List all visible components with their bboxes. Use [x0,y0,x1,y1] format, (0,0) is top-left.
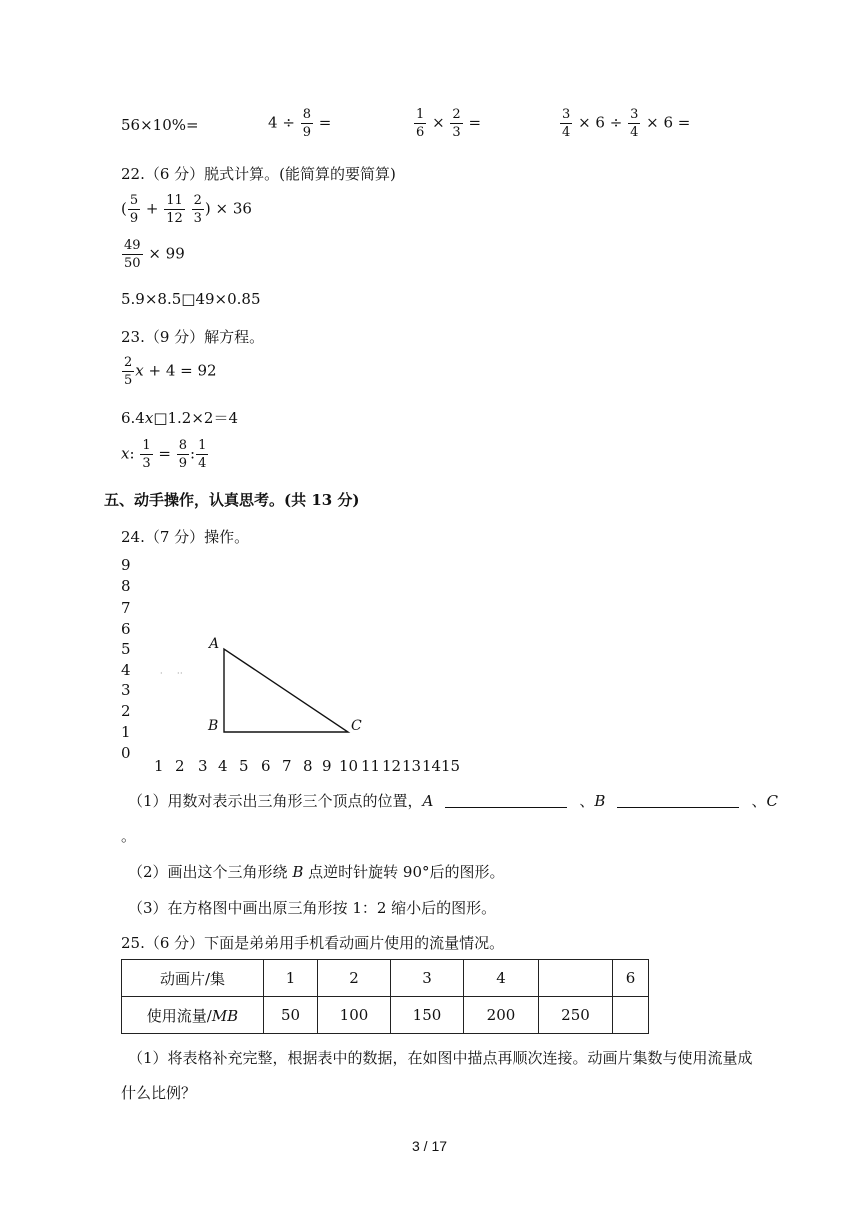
q23-title: 23.（9 分）解方程。 [121,328,265,346]
q25-part-1-line-1: （1）将表格补充完整，根据表中的数据，在如图中描点再顺次连接。动画片集数与使用流量成 [128,1049,753,1067]
x-tick: 9 [322,757,332,775]
q22-expr-2: $\frac{49}{50}$ × 99 [124,238,185,271]
q22-expr-3: 5.9×8.5□49×0.85 [121,290,261,308]
y-tick: 7 [121,599,131,617]
q23-expr-1: $\frac{2}{5}$ x + 4 = 92 [124,355,217,388]
q22-title: 22.（6 分）脱式计算。(能简算的要简算) [121,165,396,183]
q24-part-1-end: 。 [121,827,137,845]
triangle-figure [150,640,380,740]
section-5-title: 五、动手操作，认真思考。(共 13 分) [104,491,360,509]
y-tick: 4 [121,661,131,679]
x-tick: 12 [382,757,402,775]
table-cell: 6 [613,960,649,997]
vertex-label-b: B [208,718,219,734]
q21-expr-3: $\frac{1}{6}$ × $\frac{2}{3}$ = [416,107,482,140]
x-tick: 1 [154,757,164,775]
triangle-abc [224,649,348,732]
answer-blank-b[interactable] [617,807,739,808]
table-cell: 4 [464,960,539,997]
x-tick: 10 [339,757,359,775]
table-cell: 250 [539,997,613,1034]
table-cell-blank[interactable] [613,997,649,1034]
q24-part-2: （2）画出这个三角形绕 B 点逆时针旋转 90°后的图形。 [128,863,505,881]
table-cell: 2 [318,960,391,997]
table-cell-blank[interactable] [539,960,613,997]
page-number: 3 / 17 [412,1138,448,1154]
table-row [122,960,649,997]
table-cell: 3 [391,960,464,997]
y-tick: 0 [121,744,131,762]
vertex-label-c: C [351,718,362,734]
q21-expr-1: 56×10%= [121,116,199,134]
svg-text:·: · [177,669,180,678]
answer-blank-a[interactable] [445,807,567,808]
y-tick: 2 [121,702,131,720]
x-tick: 6 [261,757,271,775]
vertex-label-a: A [209,636,220,652]
q24-title: 24.（7 分）操作。 [121,528,250,546]
x-tick: 2 [175,757,185,775]
y-tick: 5 [121,640,131,658]
x-tick: 4 [218,757,228,775]
table-cell: 1 [264,960,318,997]
x-tick: 15 [441,757,461,775]
q24-part-3: （3）在方格图中画出原三角形按 1：2 缩小后的图形。 [128,899,497,917]
q21-expr-4: $\frac{3}{4}$ × 6 ÷ $\frac{3}{4}$ × 6 = [562,107,691,140]
q24-part-1: （1）用数对表示出三角形三个顶点的位置，A 、B 、C [128,792,778,810]
q23-expr-2: 6.4x□1.2×2＝4 [121,409,239,427]
y-tick: 3 [121,681,131,699]
svg-text:·: · [180,669,183,678]
q25-title: 25.（6 分）下面是弟弟用手机看动画片使用的流量情况。 [121,934,505,952]
table-cell: 100 [318,997,391,1034]
table-cell: 200 [464,997,539,1034]
x-tick: 14 [422,757,442,775]
x-tick: 13 [402,757,422,775]
x-tick: 5 [239,757,249,775]
table-cell: 150 [391,997,464,1034]
table-cell: 动画片/集 [122,960,264,997]
y-tick: 6 [121,620,131,638]
x-tick: 7 [282,757,292,775]
y-tick: 1 [121,723,131,741]
x-tick: 8 [303,757,313,775]
q25-part-1-line-2: 什么比例？ [121,1084,197,1102]
table-cell: 50 [264,997,318,1034]
x-tick: 3 [198,757,208,775]
traffic-table [121,959,649,1034]
dot-marks: · [160,669,163,678]
y-tick: 8 [121,577,131,595]
table-cell: 使用流量/MB [122,997,264,1034]
y-tick: 9 [121,556,131,574]
q21-expr-2: 4 ÷ $\frac{8}{9}$ = [268,107,332,140]
table-row [122,997,649,1034]
q22-expr-1: ( $\frac{5}{9}$ + $\frac{11}{12}$ $\frac{2}{3}$ ) × 36 [121,193,252,226]
fraction: $\frac{8}{9}$ [302,107,311,140]
q23-expr-3: x: $\frac{1}{3}$ = $\frac{8}{9}$ : $\frac{1}{4}$ [121,438,207,471]
x-tick: 11 [361,757,381,775]
